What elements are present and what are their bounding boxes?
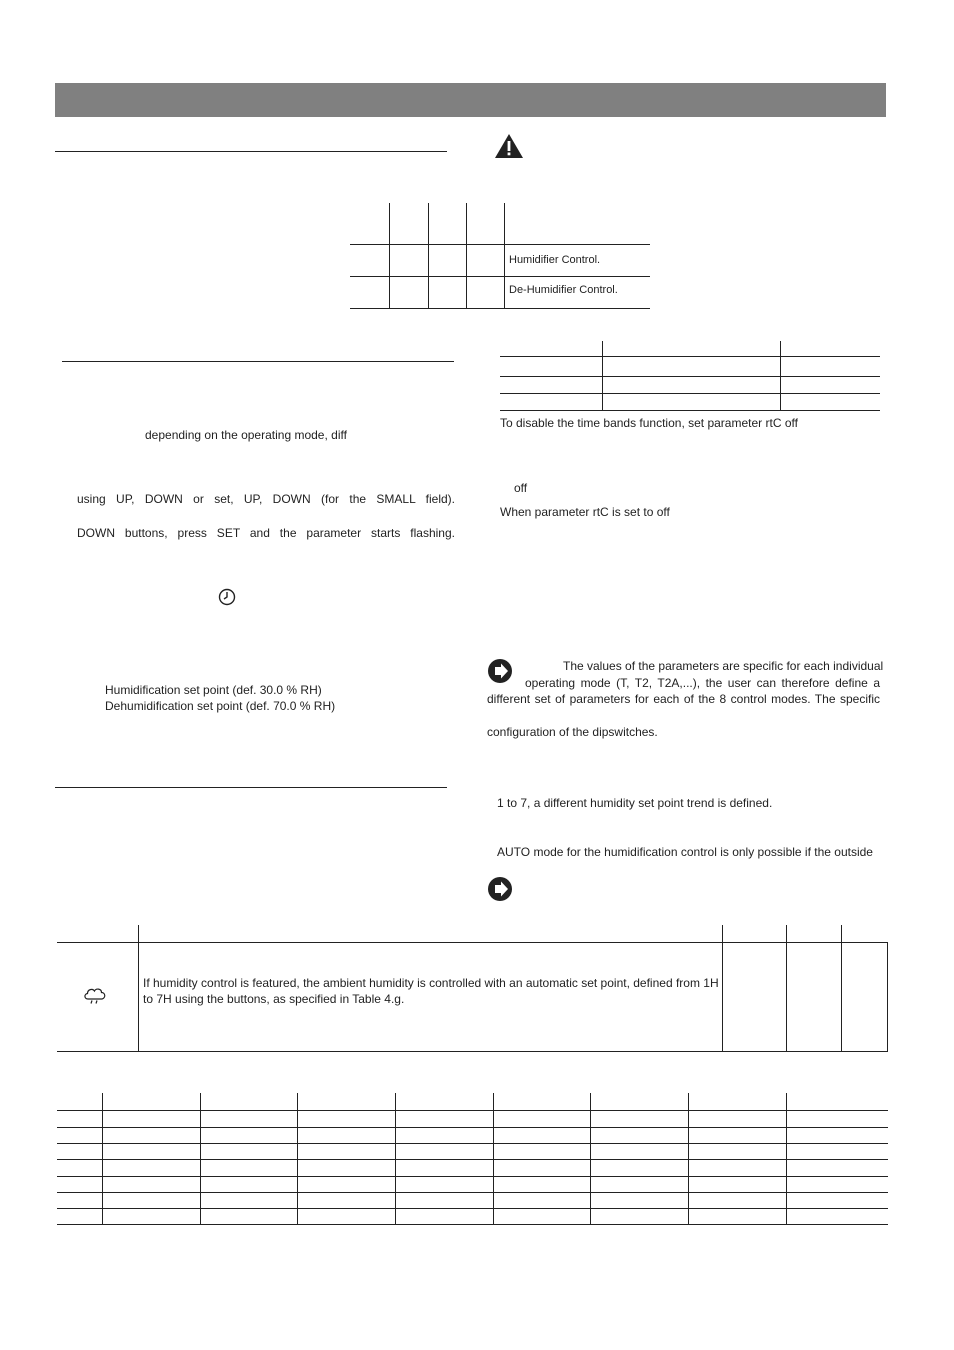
time-band-row-line <box>500 393 880 394</box>
mode-description-line-1: If humidity control is featured, the ambient humidity is controlled with an automatic set point, defined from 1H <box>143 976 719 990</box>
grid-row-line <box>57 1192 888 1193</box>
warning-icon <box>494 133 524 159</box>
cloud-icon <box>82 985 108 1007</box>
off-text: off <box>514 481 528 495</box>
grid-col <box>395 1093 396 1224</box>
mode-table-col <box>138 925 139 1051</box>
mode-table-row-line <box>57 1051 888 1052</box>
dip-table-col <box>504 203 505 308</box>
dip-table-cell: Humidifier Control. <box>509 254 601 266</box>
mode-table-col <box>887 942 888 1051</box>
humidification-setpoint: Humidification set point (def. 30.0 % RH) <box>105 683 322 697</box>
section-rule-1 <box>55 151 447 152</box>
grid-col <box>688 1093 689 1224</box>
dip-table-cell: De-Humidifier Control. <box>509 284 618 296</box>
note-line-3: different set of parameters for each of the 8 control modes. The specific <box>487 692 880 706</box>
header-band <box>55 83 886 117</box>
grid-row-line <box>57 1224 888 1225</box>
grid-row-line <box>57 1208 888 1209</box>
grid-col <box>590 1093 591 1224</box>
note-arrow-icon <box>487 876 513 902</box>
mode-description-line-2: to 7H using the buttons, as specified in Table 4.g. <box>143 992 405 1006</box>
mode-table-row-line <box>57 942 888 943</box>
down-buttons-text: DOWN buttons, press SET and the parameter starts flashing. <box>77 526 455 540</box>
rtc-off-text: When parameter rtC is set to off <box>500 505 670 519</box>
disable-time-bands-text: To disable the time bands function, set parameter rtC off <box>500 416 798 430</box>
grid-row-line <box>57 1110 888 1111</box>
dip-table-row-line <box>350 244 650 245</box>
grid-col <box>102 1093 103 1224</box>
section-rule-2 <box>62 361 454 362</box>
mode-table-col <box>841 925 842 1051</box>
dip-table-col <box>428 203 429 308</box>
auto-mode-text: AUTO mode for the humidification control is only possible if the outside <box>497 845 873 859</box>
mode-table-col <box>786 925 787 1051</box>
clock-icon <box>218 588 236 606</box>
grid-row-line <box>57 1176 888 1177</box>
grid-col <box>200 1093 201 1224</box>
mode-table-col <box>722 925 723 1051</box>
operating-mode-text: depending on the operating mode, diff <box>145 428 347 442</box>
setpoint-trend-text: 1 to 7, a different humidity set point trend is defined. <box>497 796 773 810</box>
section-rule-3 <box>55 787 447 788</box>
time-band-row-line <box>500 410 880 411</box>
note-line-2: operating mode (T, T2, T2A,...), the user can therefore define a <box>525 676 880 690</box>
grid-row-line <box>57 1143 888 1144</box>
grid-col <box>493 1093 494 1224</box>
note-line-4: configuration of the dipswitches. <box>487 725 658 739</box>
grid-col <box>297 1093 298 1224</box>
time-band-col <box>780 341 781 410</box>
dip-table-col <box>389 203 390 308</box>
time-band-col <box>602 341 603 410</box>
dip-table-col <box>466 203 467 308</box>
grid-col <box>786 1093 787 1224</box>
note-line-1: The values of the parameters are specific for each individual <box>563 659 884 673</box>
grid-row-line <box>57 1127 888 1128</box>
time-band-row-line <box>500 356 880 357</box>
using-buttons-text: using UP, DOWN or set, UP, DOWN (for the SMALL field). <box>77 492 455 506</box>
grid-row-line <box>57 1159 888 1160</box>
note-arrow-icon <box>487 658 513 684</box>
time-band-row-line <box>500 376 880 377</box>
dehumidification-setpoint: Dehumidification set point (def. 70.0 % RH) <box>105 699 336 713</box>
dip-table-row-line <box>350 276 650 277</box>
dip-table-row-line <box>350 308 650 309</box>
